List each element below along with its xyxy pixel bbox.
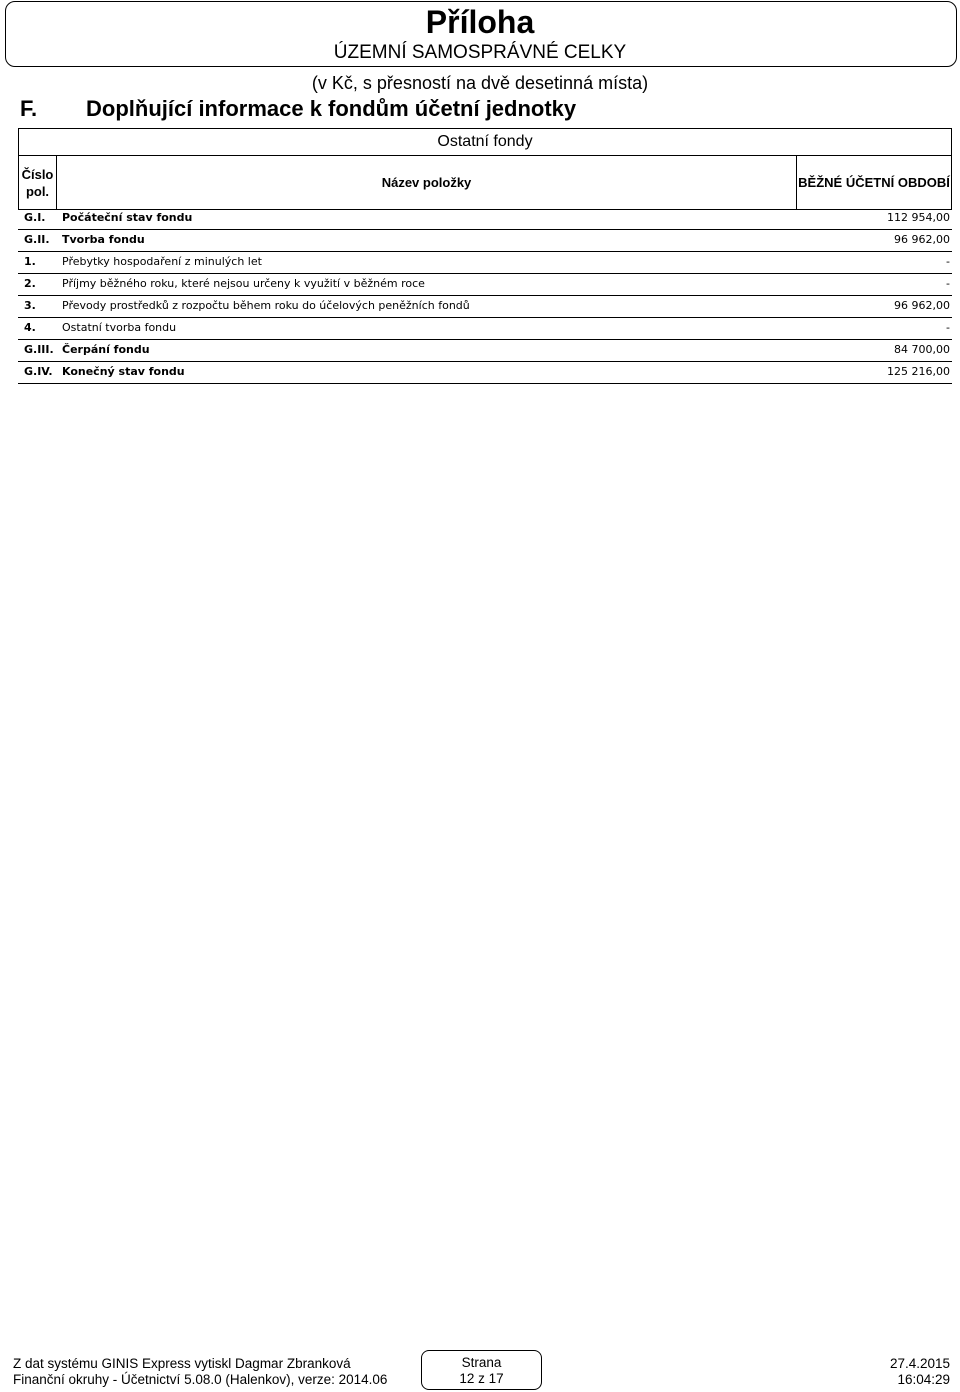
print-time: 16:04:29 [897, 1372, 950, 1387]
section-heading [20, 95, 576, 123]
table-row [18, 274, 952, 296]
footer-source [13, 1356, 387, 1388]
row-name: Příjmy běžného roku, které nejsou určeny k využití v běžném roce [62, 277, 425, 290]
row-code: 4. [24, 321, 36, 334]
table-row [18, 208, 952, 230]
row-code: 2. [24, 277, 36, 290]
table-body [18, 208, 952, 384]
row-code: 3. [24, 299, 36, 312]
row-code: G.II. [24, 233, 50, 246]
row-code: 1. [24, 255, 36, 268]
row-value: 125 216,00 [887, 365, 950, 378]
row-value: - [946, 277, 950, 290]
row-value: 84 700,00 [894, 343, 950, 356]
column-header-cislo-line1: Číslo [21, 166, 54, 182]
units-note: (v Kč, s přesností na dvě desetinná místa) [311, 73, 649, 93]
table-caption: Ostatní fondy [18, 128, 952, 156]
column-header-obdobi: BĚŽNÉ ÚČETNÍ OBDOBÍ [796, 155, 952, 210]
row-value: 96 962,00 [894, 233, 950, 246]
row-value: - [946, 255, 950, 268]
section-letter: F. [20, 96, 38, 121]
row-code: G.IV. [24, 365, 53, 378]
page-number-box [421, 1350, 542, 1390]
column-header-cislo [18, 155, 57, 210]
table-row [18, 340, 952, 362]
print-date: 27.4.2015 [889, 1356, 950, 1371]
table-row [18, 362, 952, 384]
table-row [18, 230, 952, 252]
footer-module-line: Finanční okruhy - Účetnictví 5.08.0 (Halenkov), verze: 2014.06 [13, 1372, 388, 1387]
page-label: Strana [461, 1355, 502, 1370]
row-name: Převody prostředků z rozpočtu během roku do účelových peněžních fondů [62, 299, 470, 312]
footer-timestamp [890, 1356, 950, 1388]
row-name: Přebytky hospodaření z minulých let [62, 255, 262, 268]
row-name: Tvorba fondu [62, 233, 145, 246]
section-title: Doplňující informace k fondům účetní jednotky [86, 96, 577, 121]
row-name: Konečný stav fondu [62, 365, 185, 378]
row-value: 112 954,00 [887, 211, 950, 224]
row-value: 96 962,00 [894, 299, 950, 312]
page-subtitle: ÚZEMNÍ SAMOSPRÁVNÉ CELKY [333, 42, 627, 63]
table-row [18, 252, 952, 274]
row-value: - [946, 321, 950, 334]
column-header-cislo-line2: pol. [25, 183, 50, 199]
column-header-nazev: Název položky [56, 155, 797, 210]
page-title: Příloha [425, 4, 535, 40]
row-name: Počáteční stav fondu [62, 211, 193, 224]
row-name: Ostatní tvorba fondu [62, 321, 177, 334]
page-value: 12 z 17 [459, 1371, 504, 1386]
table-row [18, 318, 952, 340]
row-code: G.I. [24, 211, 46, 224]
row-code: G.III. [24, 343, 54, 356]
row-name: Čerpání fondu [62, 343, 150, 356]
footer-source-line: Z dat systému GINIS Express vytiskl Dagmar Zbranková [13, 1356, 351, 1371]
table-row [18, 296, 952, 318]
